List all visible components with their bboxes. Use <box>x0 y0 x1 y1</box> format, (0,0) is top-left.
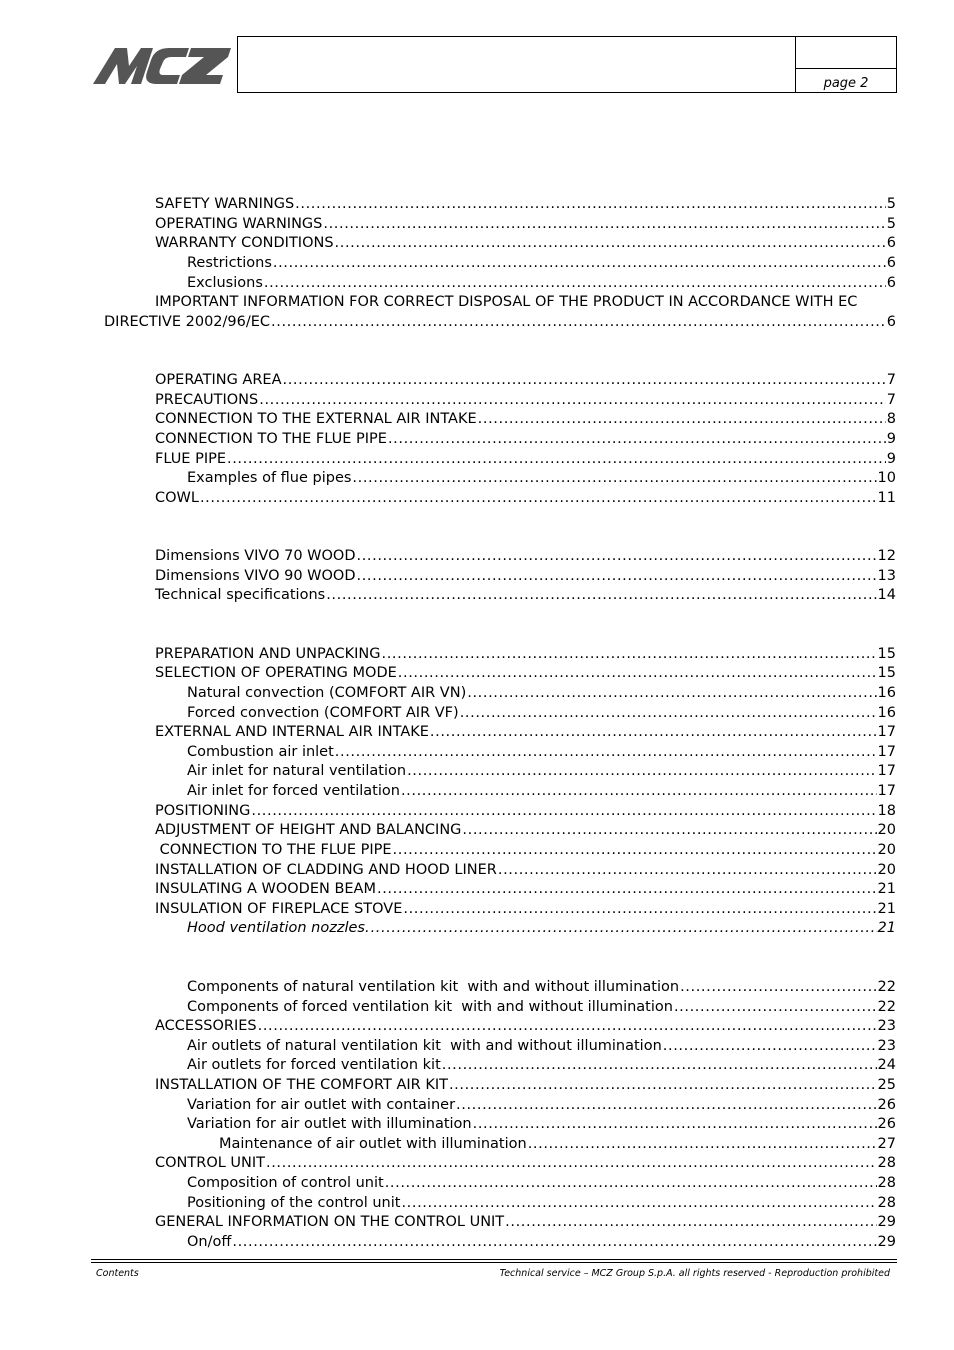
toc-entry[interactable] <box>0 234 954 254</box>
toc-dot-leader <box>357 567 877 585</box>
toc-entry-title: Air outlets for forced ventilation kit <box>187 1057 441 1073</box>
toc-entry-title: IMPORTANT INFORMATION FOR CORRECT DISPOSAL OF THE PRODUCT IN ACCORDANCE WITH EC <box>155 294 858 310</box>
toc-dot-leader <box>401 782 877 800</box>
toc-entry[interactable] <box>0 919 954 939</box>
toc-entry[interactable] <box>0 900 954 920</box>
toc-entry[interactable] <box>0 1017 954 1037</box>
toc-dot-leader <box>200 489 877 507</box>
toc-entry-page: 29 <box>877 1234 896 1250</box>
toc-entry-page: 6 <box>886 275 896 291</box>
toc-entry-title: Air inlet for forced ventilation <box>187 783 400 799</box>
toc-entry-title: Natural convection (COMFORT AIR VN) <box>187 685 467 701</box>
toc-entry-page: 9 <box>886 451 896 467</box>
toc-entry-page: 26 <box>877 1116 896 1132</box>
toc-dot-leader <box>505 1213 876 1231</box>
toc-entry-page: 13 <box>877 568 896 584</box>
toc-dot-leader <box>335 234 886 252</box>
toc-entry[interactable] <box>0 586 954 606</box>
toc-entry[interactable] <box>0 1213 954 1233</box>
toc-entry-page: 16 <box>877 705 896 721</box>
footer-section-name: Contents <box>96 1268 139 1279</box>
toc-entry-page: 22 <box>877 979 896 995</box>
toc-entry-title: INSTALLATION OF CLADDING AND HOOD LINER <box>155 862 497 878</box>
toc-entry[interactable] <box>0 313 954 333</box>
toc-entry-title: EXTERNAL AND INTERNAL AIR INTAKE <box>155 724 429 740</box>
footer-rule <box>91 1262 897 1263</box>
toc-entry-page: 18 <box>877 803 896 819</box>
toc-entry-title: Examples of flue pipes <box>187 470 352 486</box>
toc-entry[interactable] <box>0 978 954 998</box>
toc-entry-title: Restrictions <box>187 255 272 271</box>
toc-dot-leader <box>528 1135 877 1153</box>
toc-entry[interactable] <box>0 293 954 313</box>
toc-entry[interactable] <box>0 195 954 215</box>
toc-entry-title: CONTROL UNIT <box>155 1155 266 1171</box>
toc-dot-leader <box>266 1154 877 1172</box>
toc-dot-leader <box>449 1076 877 1094</box>
toc-entry-title: Components of forced ventilation kit with and without illumination <box>187 999 673 1015</box>
toc-entry-title: On/off <box>187 1234 232 1250</box>
toc-entry-title: Combustion air inlet <box>187 744 334 760</box>
toc-entry-title: Technical specifications <box>155 587 326 603</box>
toc-dot-leader <box>264 274 886 292</box>
toc-entry-page: 15 <box>877 646 896 662</box>
toc-entry-page: 16 <box>877 685 896 701</box>
toc-entry-page: 26 <box>877 1097 896 1113</box>
toc-entry[interactable] <box>0 998 954 1018</box>
toc-dot-leader <box>335 743 877 761</box>
toc-entry-page: 6 <box>886 235 896 251</box>
toc-entry-page: 5 <box>886 196 896 212</box>
toc-entry-title: INSULATING A WOODEN BEAM <box>155 881 376 897</box>
toc-dot-leader <box>442 1056 877 1074</box>
toc-entry[interactable] <box>0 1174 954 1194</box>
header-page-divider <box>795 68 897 69</box>
toc-entry-title: INSULATION OF FIREPLACE STOVE <box>155 901 403 917</box>
toc-entry[interactable] <box>0 880 954 900</box>
toc-entry-page: 28 <box>877 1175 896 1191</box>
toc-entry[interactable] <box>0 215 954 235</box>
toc-entry-page: 17 <box>877 763 896 779</box>
toc-dot-leader <box>357 547 877 565</box>
toc-dot-leader <box>381 645 876 663</box>
toc-entry-page: 20 <box>877 822 896 838</box>
toc-entry-page: 17 <box>877 783 896 799</box>
toc-entry[interactable] <box>0 469 954 489</box>
toc-entry[interactable] <box>0 762 954 782</box>
toc-entry-page: 28 <box>877 1155 896 1171</box>
toc-entry-title: Variation for air outlet with illumination <box>187 1116 472 1132</box>
footer-copyright: Technical service – MCZ Group S.p.A. all rights reserved - Reproduction prohibited <box>499 1268 890 1279</box>
toc-entry-title: SAFETY WARNINGS <box>155 196 295 212</box>
toc-entry-page: 5 <box>886 216 896 232</box>
toc-entry-title: PREPARATION AND UNPACKING <box>155 646 381 662</box>
toc-entry-page: 15 <box>877 665 896 681</box>
toc-dot-leader <box>680 978 876 996</box>
toc-dot-leader <box>388 430 886 448</box>
toc-entry-title: Exclusions <box>187 275 263 291</box>
toc-entry[interactable] <box>0 1115 954 1135</box>
toc-entry-title: PRECAUTIONS <box>155 392 259 408</box>
toc-dot-leader <box>456 1096 877 1114</box>
toc-entry-page: 9 <box>886 431 896 447</box>
toc-entry[interactable] <box>0 1135 954 1155</box>
toc-dot-leader <box>478 410 886 428</box>
toc-entry-title: ACCESSORIES <box>155 1018 257 1034</box>
toc-entry-title: Variation for air outlet with container <box>187 1097 456 1113</box>
toc-entry-title: OPERATING AREA <box>155 372 282 388</box>
toc-dot-leader <box>232 1233 876 1251</box>
toc-entry-title: ADJUSTMENT OF HEIGHT AND BALANCING <box>155 822 462 838</box>
toc-dot-leader <box>663 1037 877 1055</box>
toc-dot-leader <box>385 1174 877 1192</box>
toc-entry-page: 23 <box>877 1018 896 1034</box>
toc-dot-leader <box>498 861 877 879</box>
toc-entry-title: INSTALLATION OF THE COMFORT AIR KIT <box>155 1077 448 1093</box>
toc-entry-page: 21 <box>877 881 896 897</box>
toc-entry[interactable] <box>0 684 954 704</box>
toc-entry-page: 20 <box>877 862 896 878</box>
toc-dot-leader <box>407 762 876 780</box>
toc-entry[interactable] <box>0 371 954 391</box>
toc-entry[interactable] <box>0 391 954 411</box>
toc-entry-page: 11 <box>877 490 896 506</box>
toc-entry-title: CONNECTION TO THE FLUE PIPE <box>155 842 392 858</box>
toc-dot-leader <box>403 900 876 918</box>
toc-entry[interactable] <box>0 1233 954 1253</box>
toc-dot-leader <box>401 1194 876 1212</box>
toc-entry-title: COWL <box>155 490 199 506</box>
toc-entry-page: 6 <box>886 255 896 271</box>
toc-entry[interactable] <box>0 704 954 724</box>
toc-entry-page: 8 <box>886 411 896 427</box>
toc-dot-leader <box>295 195 886 213</box>
toc-entry-page: 6 <box>886 314 896 330</box>
toc-entry-title: Air outlets of natural ventilation kit with and without illumination <box>187 1038 662 1054</box>
toc-dot-leader <box>271 313 886 331</box>
toc-dot-leader <box>467 684 876 702</box>
toc-entry-page: 23 <box>877 1038 896 1054</box>
toc-entry[interactable] <box>0 723 954 743</box>
toc-dot-leader <box>473 1115 877 1133</box>
toc-dot-leader <box>462 821 876 839</box>
toc-entry[interactable] <box>0 1076 954 1096</box>
toc-entry[interactable] <box>0 782 954 802</box>
toc-entry-page: 28 <box>877 1195 896 1211</box>
toc-entry-title: Maintenance of air outlet with illumination <box>219 1136 527 1152</box>
toc-dot-leader <box>259 391 886 409</box>
page-number: page 2 <box>823 76 869 91</box>
toc-entry[interactable] <box>0 1154 954 1174</box>
toc-entry-page: 22 <box>877 999 896 1015</box>
toc-entry-page: 27 <box>877 1136 896 1152</box>
toc-entry-title: Hood ventilation nozzles. <box>187 920 370 936</box>
toc-dot-leader <box>273 254 886 272</box>
toc-dot-leader <box>371 919 877 937</box>
toc-entry-page: 12 <box>877 548 896 564</box>
toc-entry-title: DIRECTIVE 2002/96/EC <box>104 314 271 330</box>
toc-dot-leader <box>323 215 885 233</box>
toc-dot-leader <box>258 1017 877 1035</box>
toc-entry[interactable] <box>0 1096 954 1116</box>
toc-entry-page: 25 <box>877 1077 896 1093</box>
toc-entry-page: 7 <box>886 372 896 388</box>
toc-dot-leader <box>674 998 877 1016</box>
toc-dot-leader <box>460 704 877 722</box>
toc-entry-title: Air inlet for natural ventilation <box>187 763 407 779</box>
toc-entry-page: 17 <box>877 724 896 740</box>
toc-entry[interactable] <box>0 664 954 684</box>
toc-dot-leader <box>326 586 876 604</box>
toc-entry[interactable] <box>0 254 954 274</box>
toc-entry-page: 17 <box>877 744 896 760</box>
toc-dot-leader <box>283 371 886 389</box>
toc-entry-title: Components of natural ventilation kit with and without illumination <box>187 979 680 995</box>
toc-entry-title: Forced convection (COMFORT AIR VF) <box>187 705 459 721</box>
toc-entry-title: Dimensions VIVO 90 WOOD <box>155 568 356 584</box>
toc-dot-leader <box>430 723 877 741</box>
toc-entry[interactable] <box>0 821 954 841</box>
toc-entry[interactable] <box>0 274 954 294</box>
toc-entry-page: 21 <box>877 901 896 917</box>
toc-entry[interactable] <box>0 489 954 509</box>
toc-entry[interactable] <box>0 645 954 665</box>
toc-entry-page: 29 <box>877 1214 896 1230</box>
toc-entry-title: WARRANTY CONDITIONS <box>155 235 334 251</box>
toc-entry[interactable] <box>0 410 954 430</box>
toc-entry-title: SELECTION OF OPERATING MODE <box>155 665 397 681</box>
footer-rule <box>91 1259 897 1260</box>
mcz-logo <box>93 44 233 88</box>
toc-entry-title: OPERATING WARNINGS <box>155 216 323 232</box>
toc-entry[interactable] <box>0 861 954 881</box>
toc-entry[interactable] <box>0 802 954 822</box>
toc-entry[interactable] <box>0 450 954 470</box>
toc-entry-title: CONNECTION TO THE EXTERNAL AIR INTAKE <box>155 411 477 427</box>
toc-entry[interactable] <box>0 1194 954 1214</box>
toc-dot-leader <box>251 802 876 820</box>
toc-entry-page: 10 <box>877 470 896 486</box>
toc-entry[interactable] <box>0 567 954 587</box>
toc-entry-page: 20 <box>877 842 896 858</box>
toc-entry-page: 14 <box>877 587 896 603</box>
toc-entry-page: 24 <box>877 1057 896 1073</box>
toc-entry[interactable] <box>0 1056 954 1076</box>
toc-entry-title: Dimensions VIVO 70 WOOD <box>155 548 356 564</box>
toc-entry-title: CONNECTION TO THE FLUE PIPE <box>155 431 387 447</box>
toc-dot-leader <box>352 469 876 487</box>
toc-entry-title: Positioning of the control unit <box>187 1195 401 1211</box>
toc-entry-page: 21 <box>877 920 896 936</box>
toc-entry[interactable] <box>0 1037 954 1057</box>
toc-entry-title: GENERAL INFORMATION ON THE CONTROL UNIT <box>155 1214 505 1230</box>
toc-dot-leader <box>393 841 877 859</box>
toc-entry[interactable] <box>0 430 954 450</box>
toc-entry[interactable] <box>0 743 954 763</box>
toc-dot-leader <box>227 450 886 468</box>
toc-entry-page: 7 <box>886 392 896 408</box>
toc-entry-title: POSITIONING <box>155 803 251 819</box>
toc-entry[interactable] <box>0 841 954 861</box>
toc-entry-title: Composition of control unit <box>187 1175 384 1191</box>
toc-entry[interactable] <box>0 547 954 567</box>
toc-entry-title: FLUE PIPE <box>155 451 227 467</box>
toc-dot-leader <box>398 664 877 682</box>
toc-dot-leader <box>377 880 877 898</box>
